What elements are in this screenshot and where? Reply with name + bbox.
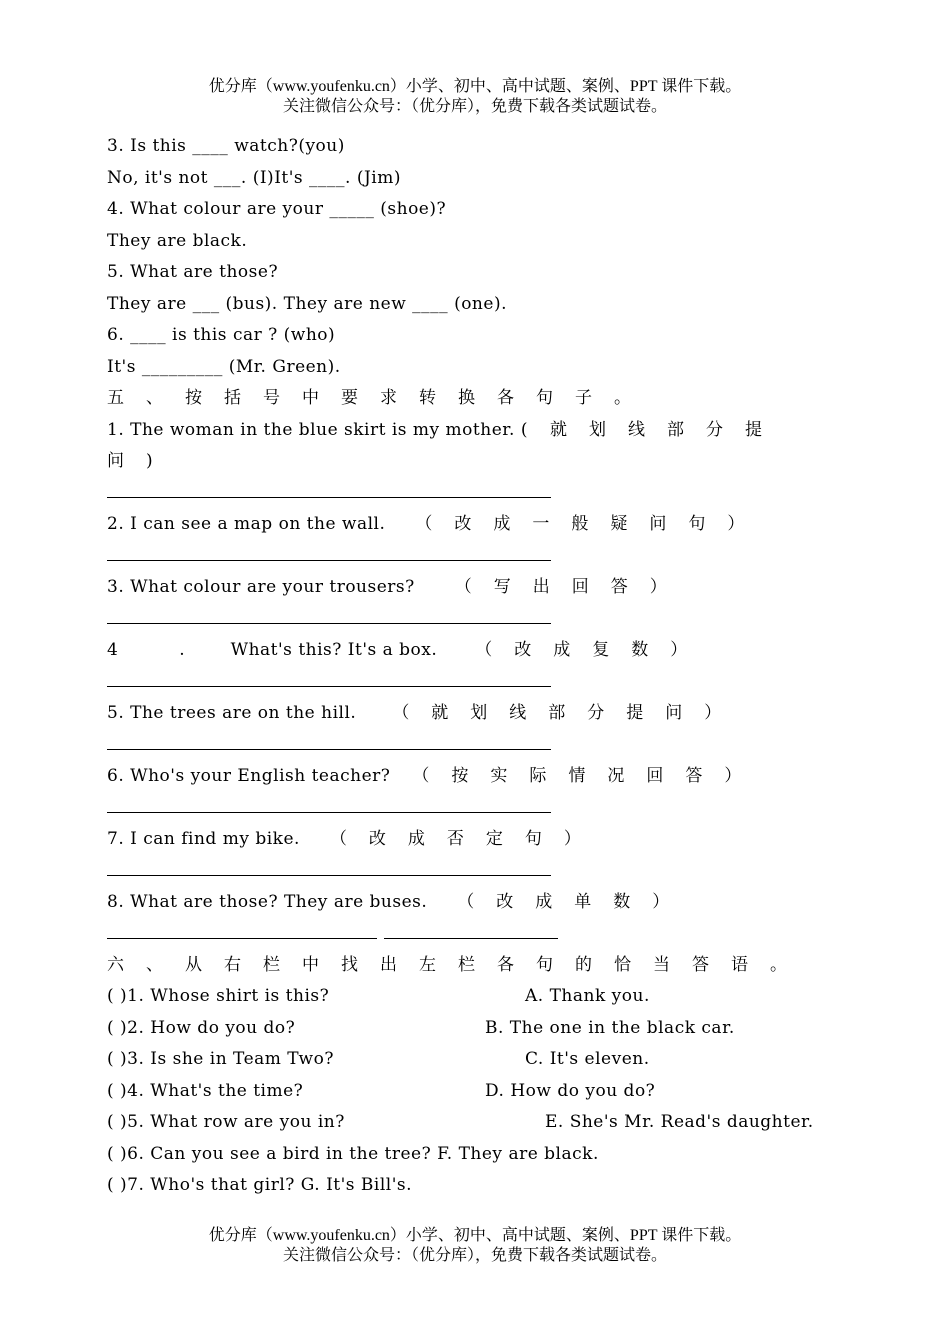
p5-q6-cn: （按实际情况回答） xyxy=(412,766,764,786)
p4-line-1: 3. Is this ____ watch?(you) xyxy=(107,136,345,156)
p6-q3: ( )3. Is she in Team Two? xyxy=(107,1049,334,1069)
answer-line-3[interactable] xyxy=(107,623,551,624)
p6-q4: ( )4. What's the time? xyxy=(107,1081,304,1101)
p5-q6-en: 6. Who's your English teacher? xyxy=(107,766,391,786)
footer-line-1: 优分库（www.youfenku.cn）小学、初中、高中试题、案例、PPT 课件下载。 xyxy=(208,1227,742,1244)
p5-q3 xyxy=(107,576,689,598)
p5-q2-cn: （改成一般疑问句） xyxy=(415,514,767,534)
p6-a1: A. Thank you. xyxy=(525,986,650,1006)
answer-line-6[interactable] xyxy=(107,812,551,813)
page-header xyxy=(0,77,950,117)
p5-q1-cn-wrap: 问) xyxy=(107,451,175,471)
p5-q8-cn: （改成单数） xyxy=(457,892,692,912)
p5-q4-cn: （改成复数） xyxy=(475,640,710,660)
p5-q2-en: 2. I can see a map on the wall. xyxy=(107,514,386,534)
p5-q8-en: 8. What are those? They are buses. xyxy=(107,892,428,912)
p5-q8 xyxy=(107,891,691,913)
p6-q2: ( )2. How do you do? xyxy=(107,1018,296,1038)
p5-q2 xyxy=(107,513,766,535)
answer-line-7[interactable] xyxy=(107,875,551,876)
part5-title: 五、按括号中要求转换各句子。 xyxy=(107,388,653,408)
p5-q5-cn: （就划线部分提问） xyxy=(392,703,744,723)
p5-q4-num: 4 . xyxy=(107,640,213,660)
answer-line-2[interactable] xyxy=(107,560,551,561)
p5-q4-en: What's this? It's a box. xyxy=(230,640,438,660)
p6-a5: E. She's Mr. Read's daughter. xyxy=(545,1112,814,1132)
p5-q3-cn: （写出回答） xyxy=(454,577,689,597)
p5-q4 xyxy=(107,639,709,661)
p4-line-4: They are black. xyxy=(107,231,248,251)
header-line-2: 关注微信公众号：（优分库），免费下载各类试题试卷。 xyxy=(282,98,667,115)
p5-q5-en: 5. The trees are on the hill. xyxy=(107,703,357,723)
p5-q7-cn: （改成否定句） xyxy=(329,829,603,849)
p4-line-2: No, it's not ___. (I)It's ____. (Jim) xyxy=(107,168,401,188)
p5-q1-cn: 就划线部分提 xyxy=(549,420,784,440)
p5-q3-en: 3. What colour are your trousers? xyxy=(107,577,415,597)
p5-q6 xyxy=(107,765,763,787)
p6-q5: ( )5. What row are you in? xyxy=(107,1112,345,1132)
p6-q6: ( )6. Can you see a bird in the tree? F. They are black. xyxy=(107,1144,599,1164)
p5-q7-en: 7. I can find my bike. xyxy=(107,829,300,849)
answer-line-8b[interactable] xyxy=(384,938,558,939)
p6-a2: B. The one in the black car. xyxy=(485,1018,735,1038)
p6-q7: ( )7. Who's that girl? G. It's Bill's. xyxy=(107,1175,413,1195)
p4-line-8: It's _________ (Mr. Green). xyxy=(107,357,341,377)
answer-line-8a[interactable] xyxy=(107,938,377,939)
part6-title: 六、从右栏中找出左栏各句的恰当答语。 xyxy=(107,955,809,975)
p4-line-5: 5. What are those? xyxy=(107,262,279,282)
p5-q5 xyxy=(107,702,743,724)
p4-line-3: 4. What colour are your _____ (shoe)? xyxy=(107,199,447,219)
answer-line-1[interactable] xyxy=(107,497,551,498)
p6-a4: D. How do you do? xyxy=(485,1081,656,1101)
p6-q1: ( )1. Whose shirt is this? xyxy=(107,986,330,1006)
header-line-1: 优分库（www.youfenku.cn）小学、初中、高中试题、案例、PPT 课件下载。 xyxy=(208,78,742,95)
page-footer xyxy=(0,1226,950,1266)
p4-line-7: 6. ____ is this car ? (who) xyxy=(107,325,336,345)
answer-line-5[interactable] xyxy=(107,749,551,750)
p5-q7 xyxy=(107,828,603,850)
p6-a3: C. It's eleven. xyxy=(525,1049,650,1069)
p5-q1 xyxy=(107,419,784,441)
p5-q1-en: 1. The woman in the blue skirt is my mother. ( xyxy=(107,420,528,440)
p4-line-6: They are ___ (bus). They are new ____ (one). xyxy=(107,294,507,314)
footer-line-2: 关注微信公众号：（优分库），免费下载各类试题试卷。 xyxy=(282,1247,667,1264)
answer-line-4[interactable] xyxy=(107,686,551,687)
